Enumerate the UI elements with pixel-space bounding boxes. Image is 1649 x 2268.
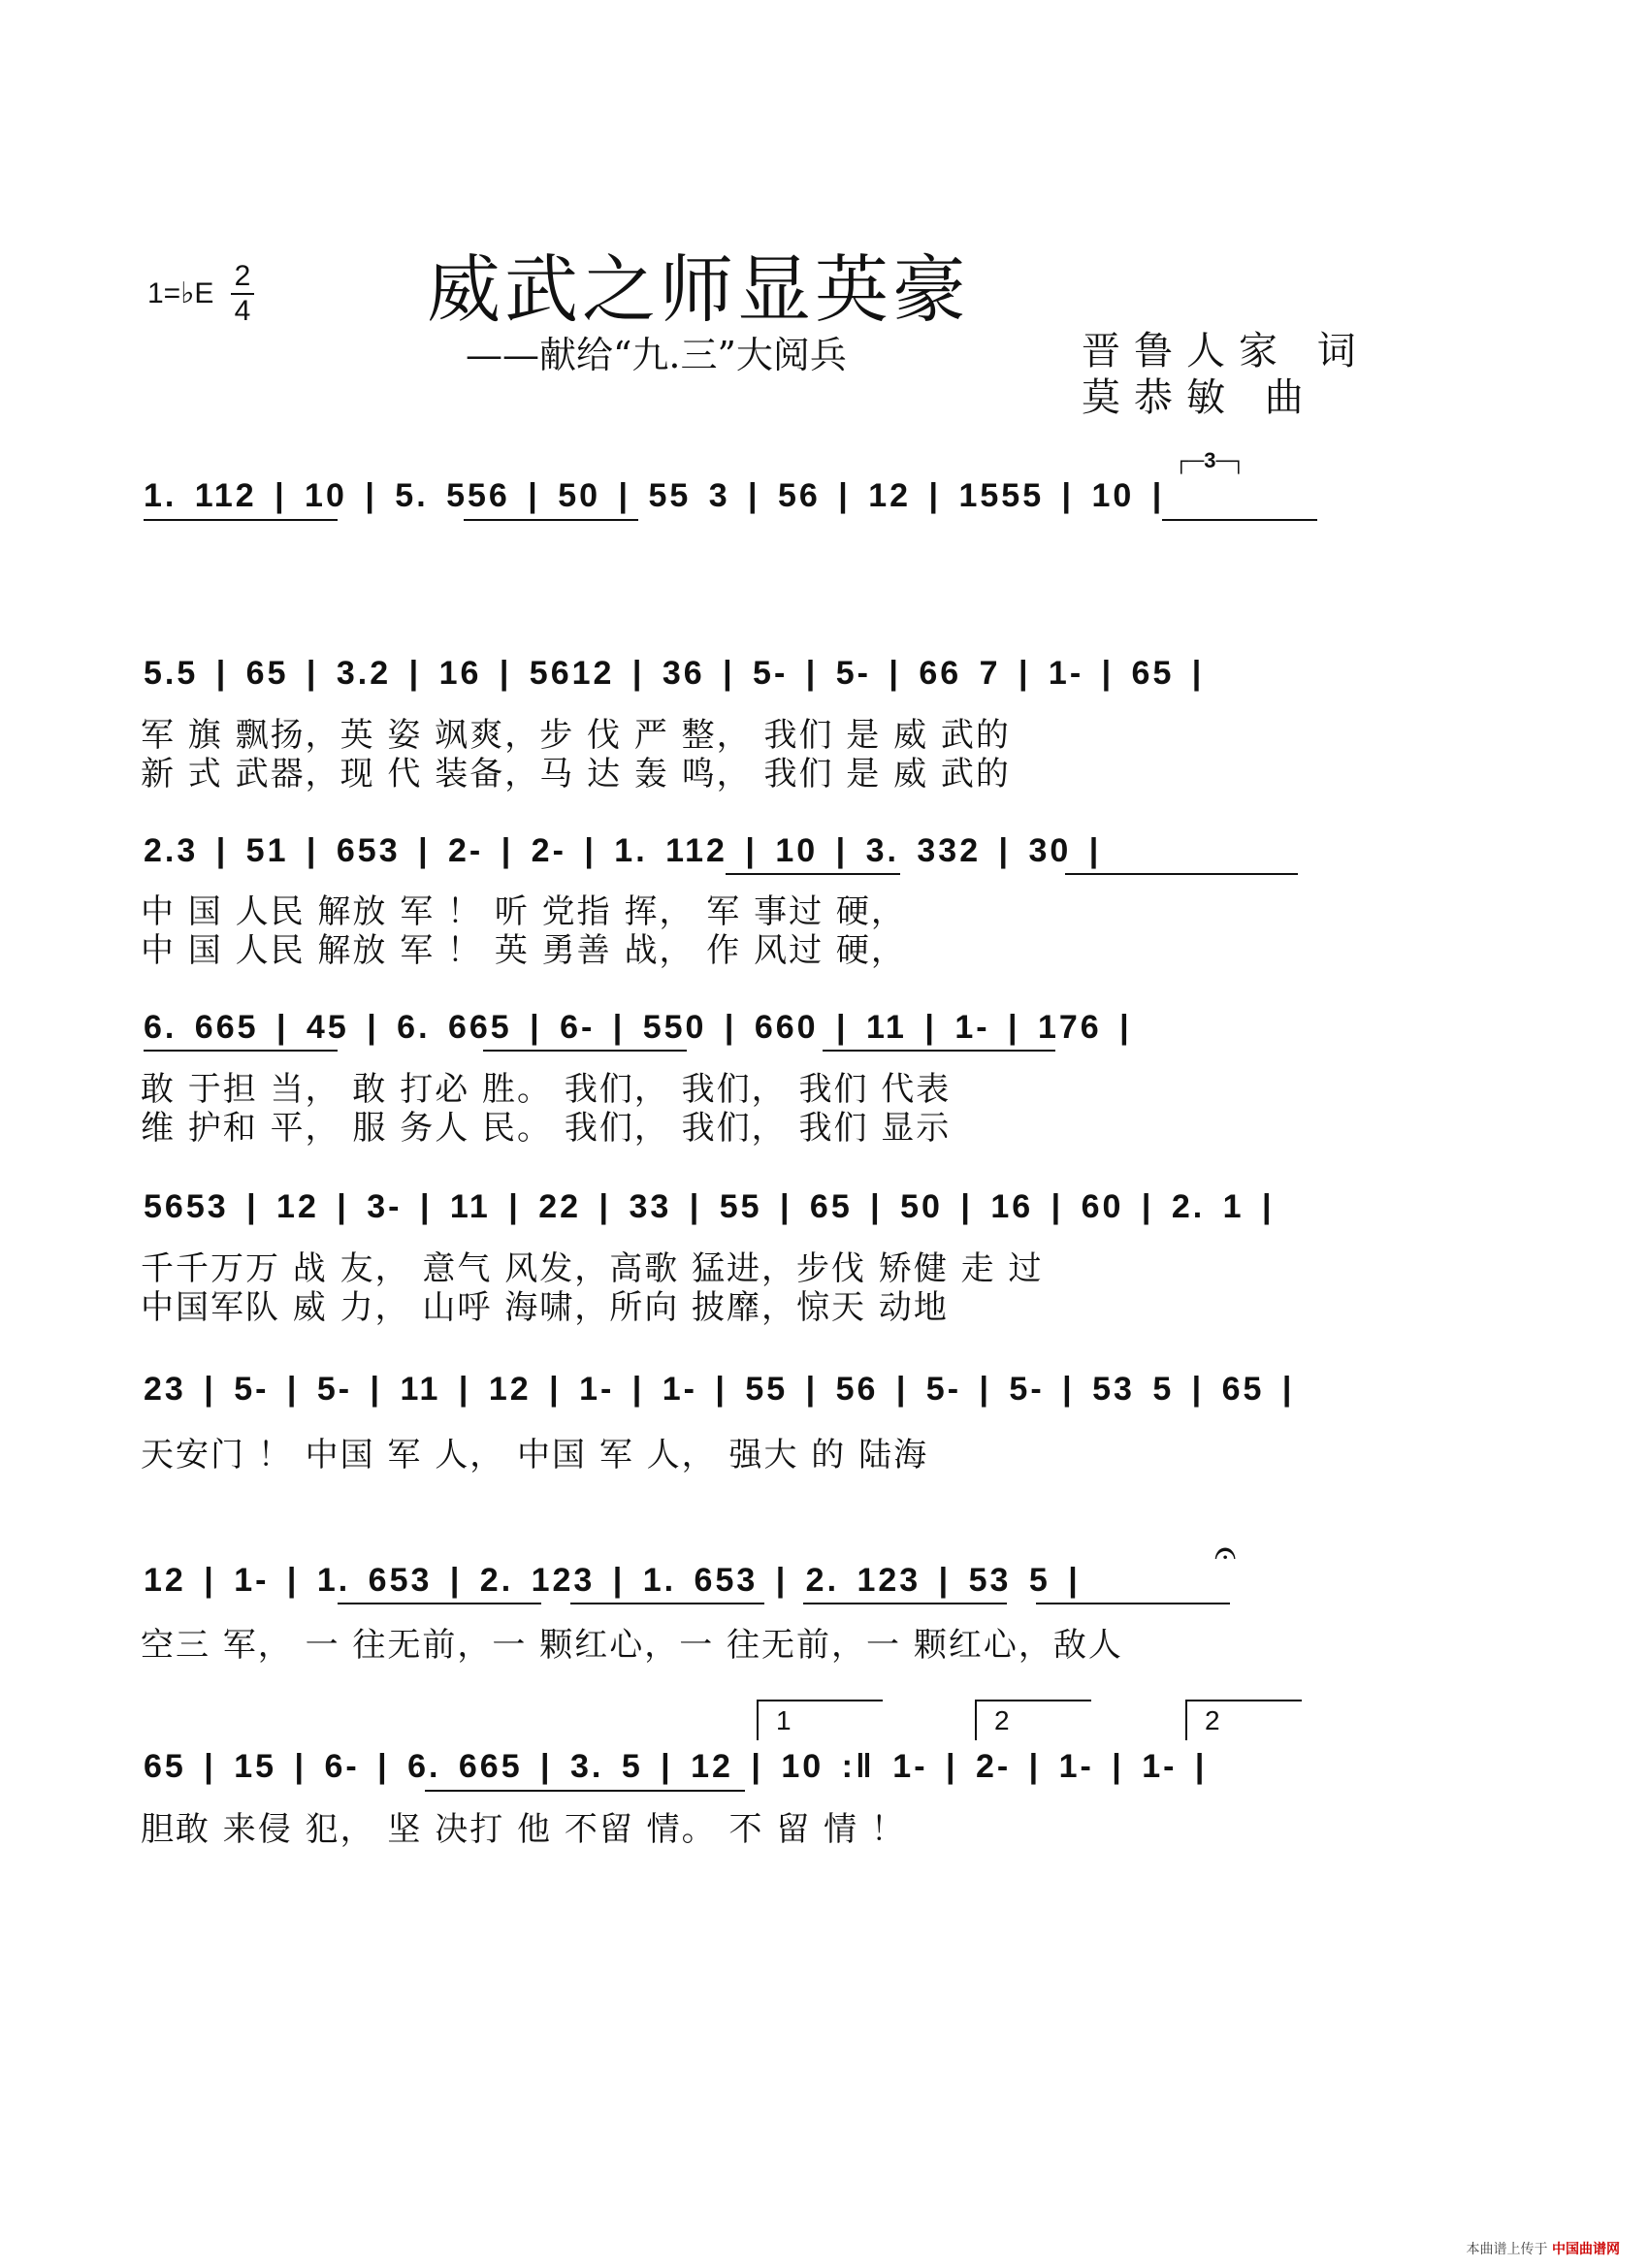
notation-line-7: 12 | 1- | 1. 653 | 2. 123 | 1. 653 | 2. 123 | 53 5 | bbox=[144, 1562, 1081, 1599]
footer-brand-logo: 中国曲谱网 bbox=[1552, 2242, 1620, 2257]
underline-7 bbox=[144, 1603, 1395, 1605]
site-footer bbox=[1467, 2239, 1620, 2258]
underline-8 bbox=[144, 1790, 1395, 1793]
lyric-4-verse-2: 维 护和 平， 服 务人 民。 我们， 我们， 我们 显示 bbox=[141, 1109, 952, 1148]
lyric-2-verse-1: 军 旗 飘扬，英 姿 飒爽，步 伐 严 整， 我们 是 威 武的 bbox=[141, 716, 1011, 755]
lyric-5-verse-2: 中国军队 威 力， 山呼 海啸，所向 披靡，惊天 动地 bbox=[141, 1288, 949, 1327]
notation-line-1: 1. 112 | 10 | 5. 556 | 50 | 55 3 | 56 | 12 | 1555 | 10 | bbox=[144, 477, 1165, 514]
lyric-7: 空三 军， 一 往无前，一 颗红心，一 往无前，一 颗红心，敌人 bbox=[141, 1626, 1123, 1665]
notation-line-8: 65 | 15 | 6- | 6. 665 | 3. 5 | 12 | 10 :‖ 1- | 2- | 1- | 1- | bbox=[144, 1748, 1208, 1785]
underline-3 bbox=[144, 873, 1395, 876]
lyric-5-verse-1: 千千万万 战 友， 意气 风发，高歌 猛进，步伐 矫健 走 过 bbox=[141, 1249, 1044, 1288]
notation-line-5: 5653 | 12 | 3- | 11 | 22 | 33 | 55 | 65 | 50 | 16 | 60 | 2. 1 | bbox=[144, 1188, 1275, 1225]
notation-line-3: 2.3 | 51 | 653 | 2- | 2- | 1. 112 | 10 | 3. 332 | 30 | bbox=[144, 832, 1102, 869]
time-signature bbox=[231, 262, 254, 326]
composer-credit: 莫恭敏 曲 bbox=[1082, 375, 1317, 420]
lyric-3-verse-2: 中 国 人民 解放 军 ！ 英 勇善 战， 作 风过 硬， bbox=[141, 931, 906, 970]
footer-prefix: 本曲谱上传于 bbox=[1466, 2242, 1548, 2257]
key-signature: 1=♭E bbox=[147, 277, 214, 309]
volta-2b: 2 bbox=[1185, 1700, 1302, 1740]
volta-1: 1 bbox=[757, 1700, 883, 1740]
underline-4 bbox=[144, 1050, 1395, 1053]
notation-line-6: 23 | 5- | 5- | 11 | 12 | 1- | 1- | 55 | 56 | 5- | 5- | 53 5 | 65 | bbox=[144, 1371, 1295, 1408]
notation-line-2: 5.5 | 65 | 3.2 | 16 | 5612 | 36 | 5- | 5- | 66 7 | 1- | 65 | bbox=[144, 655, 1205, 692]
volta-2a: 2 bbox=[975, 1700, 1091, 1740]
fermata: 𝄐 bbox=[1214, 1531, 1237, 1575]
song-subtitle: ——献给“九.三”大阅兵 bbox=[466, 334, 847, 376]
notation-line-4: 6. 665 | 45 | 6. 665 | 6- | 550 | 660 | 11 | 1- | 176 | bbox=[144, 1009, 1132, 1046]
triplet-mark: ┌─3─┐ bbox=[1174, 448, 1246, 472]
lyricist-credit: 晋鲁人家 词 bbox=[1082, 329, 1370, 373]
time-sig-top: 2 bbox=[234, 260, 251, 292]
lyric-4-verse-1: 敢 于担 当， 敢 打必 胜。 我们， 我们， 我们 代表 bbox=[141, 1070, 952, 1109]
lyric-6: 天安门 ！ 中国 军 人， 中国 军 人， 强大 的 陆海 bbox=[141, 1436, 929, 1474]
lyric-3-verse-1: 中 国 人民 解放 军 ！ 听 党指 挥， 军 事过 硬， bbox=[141, 892, 906, 931]
song-title: 威武之师显英豪 bbox=[427, 246, 970, 333]
time-sig-bottom: 4 bbox=[234, 295, 251, 327]
lyric-8: 胆敢 来侵 犯， 坚 决打 他 不留 情。 不 留 情 ！ bbox=[141, 1810, 906, 1849]
underline-1 bbox=[144, 519, 1395, 522]
lyric-2-verse-2: 新 式 武器，现 代 装备，马 达 轰 鸣， 我们 是 威 武的 bbox=[141, 755, 1011, 794]
